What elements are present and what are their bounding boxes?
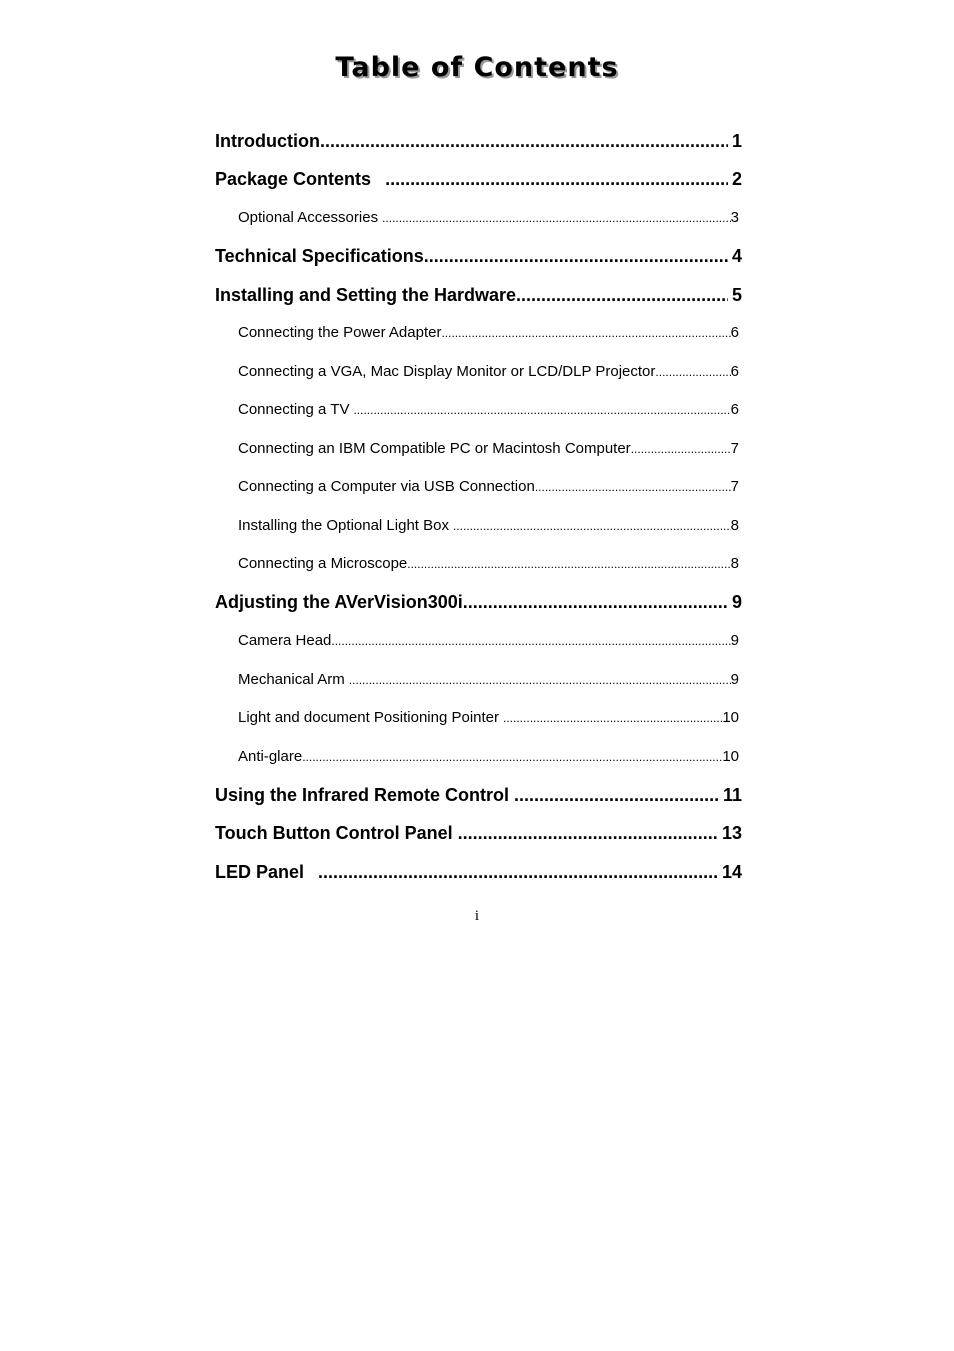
dot-leader [453,519,731,533]
toc-entry-page: 5 [731,285,742,305]
toc-entry-page: 8 [730,517,739,534]
dot-leader [302,750,722,764]
dot-leader [535,480,731,494]
toc-entry-light-box[interactable] [238,517,739,534]
dot-leader [463,592,728,613]
dot-leader [631,442,731,456]
toc-entry-page: 7 [730,478,739,495]
toc-entry-label: Technical Specifications [215,246,424,266]
dot-leader [382,211,731,225]
toc-entry-adjusting[interactable] [215,592,742,613]
toc-entry-page: 8 [730,555,739,572]
toc-entry-label: Light and document Positioning Pointer [238,709,500,726]
page-title: Table of Contents [335,52,619,83]
dot-leader [320,131,728,152]
toc-entry-page: 9 [731,592,742,612]
toc-entry-label: Touch Button Control Panel [215,823,453,843]
toc-entry-page: 4 [731,246,742,266]
toc-entry-vga-monitor[interactable] [238,363,739,380]
dot-leader [503,711,722,725]
page-number: i [474,908,480,924]
toc-entry-touch-button-panel[interactable] [215,823,742,844]
dot-leader [424,246,728,267]
toc-entry-optional-accessories[interactable] [238,209,739,226]
dot-leader [458,823,718,844]
toc-entry-power-adapter[interactable] [238,324,739,341]
toc-entry-label: Connecting a TV [238,401,350,418]
toc-entry-page: 11 [722,785,742,805]
dot-leader [349,673,731,687]
toc-entry-page: 10 [722,709,739,726]
toc-entry-positioning-pointer[interactable] [238,709,739,726]
toc-entry-label: Installing and Setting the Hardware [215,285,517,305]
toc-entry-label: Connecting a Microscope [238,555,408,572]
toc-entry-label: LED Panel [215,862,305,882]
toc-entry-label: Camera Head [238,632,332,649]
toc-entry-page: 9 [730,632,739,649]
dot-leader [318,862,718,883]
toc-entry-page: 13 [721,823,742,843]
dot-leader [514,785,719,806]
dot-leader [331,634,730,648]
dot-leader [407,557,730,571]
toc-entry-page: 1 [731,131,742,151]
toc-entry-mechanical-arm[interactable] [238,671,739,688]
toc-entry-label: Connecting the Power Adapter [238,324,442,341]
toc-entry-label: Anti-glare [238,748,303,765]
toc-entry-ibm-pc[interactable] [238,440,739,457]
toc-entry-page: 3 [730,209,739,226]
toc-entry-page: 7 [730,440,739,457]
toc-entry-label: Mechanical Arm [238,671,345,688]
toc-entry-page: 6 [730,401,739,418]
dot-leader [516,285,728,306]
toc-entry-page: 10 [722,748,739,765]
dot-leader [655,365,730,379]
toc-entry-infrared-remote[interactable] [215,785,742,806]
toc-entry-usb[interactable] [238,478,739,495]
toc-entry-page: 6 [730,363,739,380]
toc-entry-label: Adjusting the AVerVision300i [215,592,463,612]
toc-entry-led-panel[interactable] [215,862,742,883]
toc-entry-page: 6 [730,324,739,341]
toc-entry-page: 14 [721,862,742,882]
dot-leader [353,403,730,417]
toc-entry-label: Connecting a VGA, Mac Display Monitor or LCD/DLP Projector [238,363,656,380]
dot-leader [441,326,730,340]
toc-entry-introduction[interactable] [215,131,742,152]
toc-entry-camera-head[interactable] [238,632,739,649]
toc-entry-label: Installing the Optional Light Box [238,517,449,534]
toc-entry-tv[interactable] [238,401,739,418]
toc-entry-label: Connecting an IBM Compatible PC or Macintosh Computer [238,440,631,457]
toc-entry-page: 2 [731,169,742,189]
toc-entry-anti-glare[interactable] [238,748,739,765]
toc-entry-installing-hardware[interactable] [215,285,742,306]
dot-leader [385,169,728,190]
toc-entry-package-contents[interactable] [215,169,742,190]
toc-entry-label: Connecting a Computer via USB Connection [238,478,535,495]
toc-entry-label: Introduction [215,131,320,151]
toc-entry-technical-specifications[interactable] [215,246,742,267]
toc-entry-label: Using the Infrared Remote Control [215,785,510,805]
toc-entry-page: 9 [730,671,739,688]
toc-entry-microscope[interactable] [238,555,739,572]
toc-entry-label: Optional Accessories [238,209,379,226]
toc-entry-label: Package Contents [215,169,372,189]
